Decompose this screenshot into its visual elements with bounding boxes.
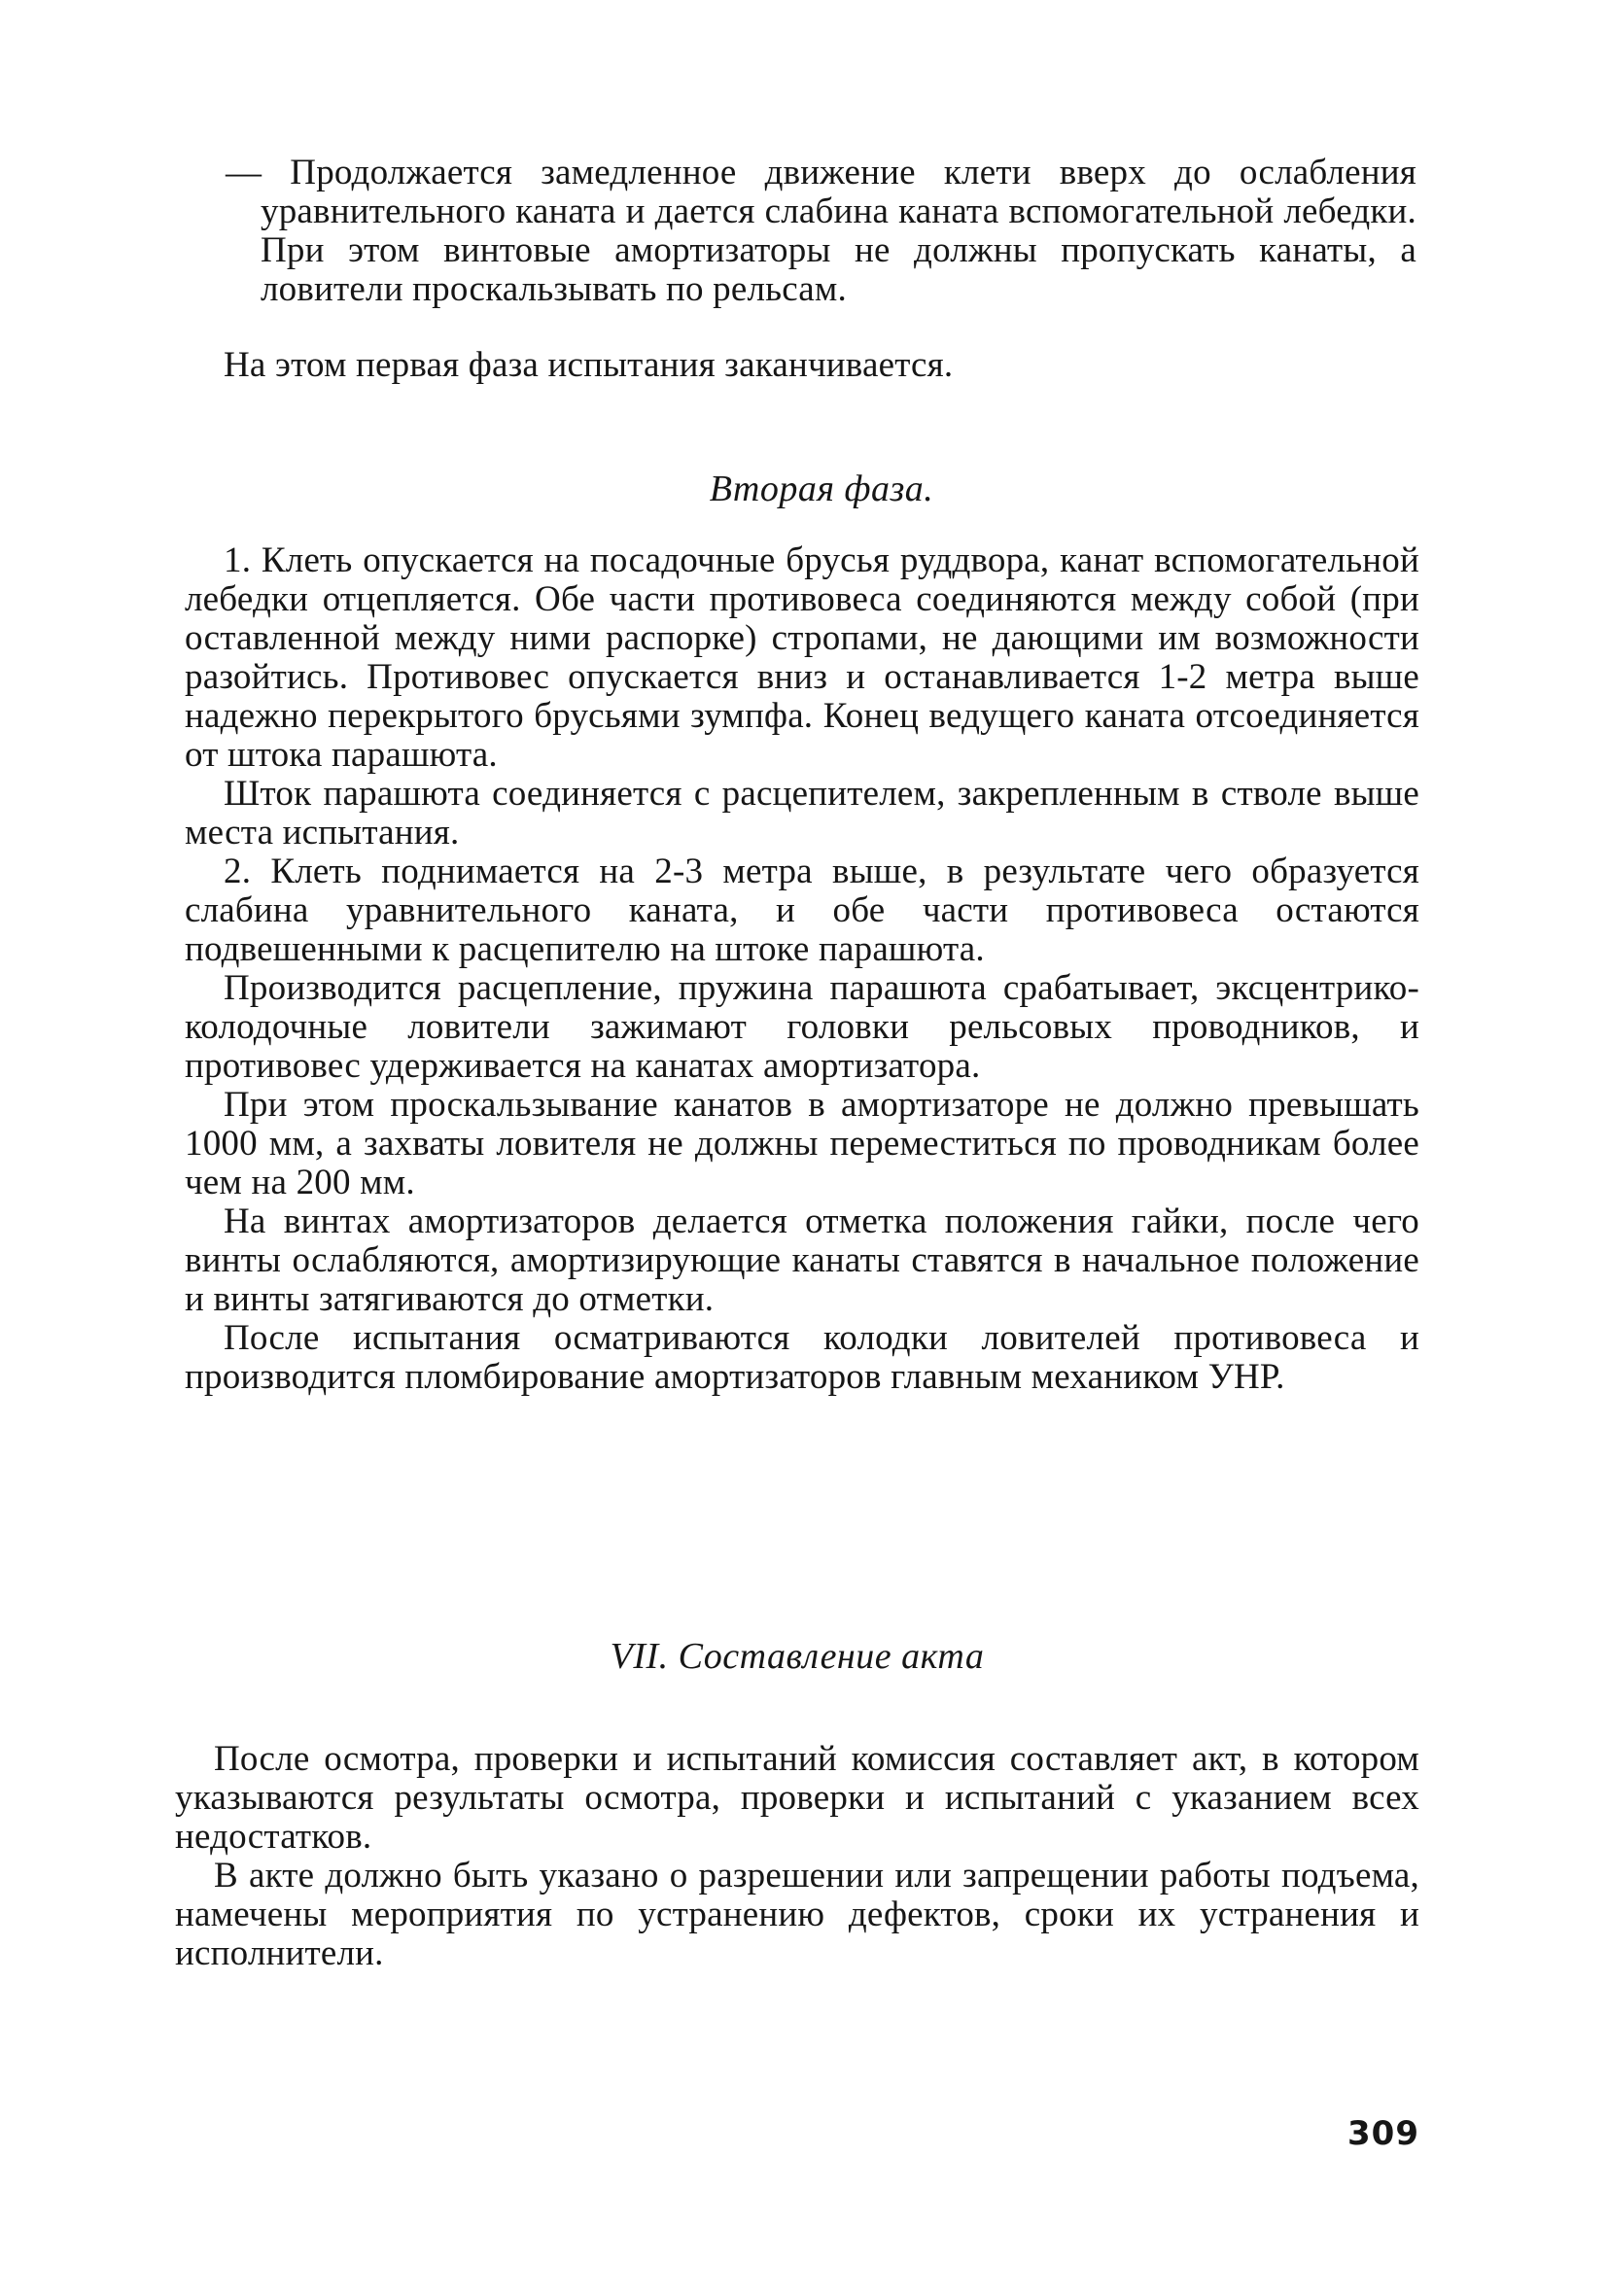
dash-list-item: [226, 154, 1416, 309]
second-phase-body: [185, 541, 1419, 1397]
paragraph: При этом проскальзывание канатов в амортизаторе не должно превышать 1000 мм, а захваты ловителя не должны переместиться по проводникам более чем на 200 мм.: [185, 1085, 1419, 1202]
paragraph: Шток парашюта соединяется с расцепителем, закрепленным в стволе выше места испытания.: [185, 774, 1419, 852]
paragraph: В акте должно быть указано о разрешении или запрещении работы подъема, намечены мероприятия по устранению дефектов, сроки их устранения и исполнители.: [175, 1856, 1419, 1973]
paragraph: После испытания осматриваются колодки ловителей противовеса и производится пломбирование амортизаторов главным механиком УНР.: [185, 1318, 1419, 1397]
paragraph: 2. Клеть поднимается на 2-3 метра выше, в результате чего образуется слабина уравнительного каната, и обе части противовеса остаются подвешенными к расцепителю на штоке парашюта.: [185, 852, 1419, 969]
closing-sentence: На этом первая фаза испытания заканчивается.: [224, 345, 954, 385]
second-phase-heading: Вторая фаза.: [709, 469, 934, 509]
paragraph: Производится расцепление, пружина парашюта срабатывает, эксцентрико-колодочные ловители зажимают головки рельсовых проводников, и противовес удерживается на канатах амортизатора.: [185, 968, 1419, 1086]
section-vii-body: [175, 1740, 1419, 1973]
section-vii-heading: VII. Составление акта: [610, 1636, 985, 1677]
phase-one-closing: [224, 346, 1419, 385]
paragraph: 1. Клеть опускается на посадочные брусья руддвора, канат вспомогательной лебедки отцепляется. Обе части противовеса соединяются между собой (при оставленной между ними распорке) стропами, не дающими им возможности разойтись. Противовес опускается вниз и останавливается 1-2 метра выше надежно перекрытого брусьями зумпфа. Конец ведущего каната отсоединяется от штока парашюта.: [185, 540, 1419, 775]
dash-item-text: — Продолжается замедленное движение клети вверх до ослабления уравнительного каната и дается слабина каната вспомогательной лебедки. При этом винтовые амортизаторы не должны пропускать канаты, а ловители проскальзывать по рельсам.: [226, 153, 1416, 309]
page-number: 309: [1347, 2114, 1419, 2153]
paragraph: На винтах амортизаторов делается отметка положения гайки, после чего винты ослабляются, амортизирующие канаты ставятся в начальное положение и винты затягиваются до отметки.: [185, 1201, 1419, 1319]
paragraph: После осмотра, проверки и испытаний комиссия составляет акт, в котором указываются результаты осмотра, проверки и испытаний с указанием всех недостатков.: [175, 1739, 1419, 1857]
